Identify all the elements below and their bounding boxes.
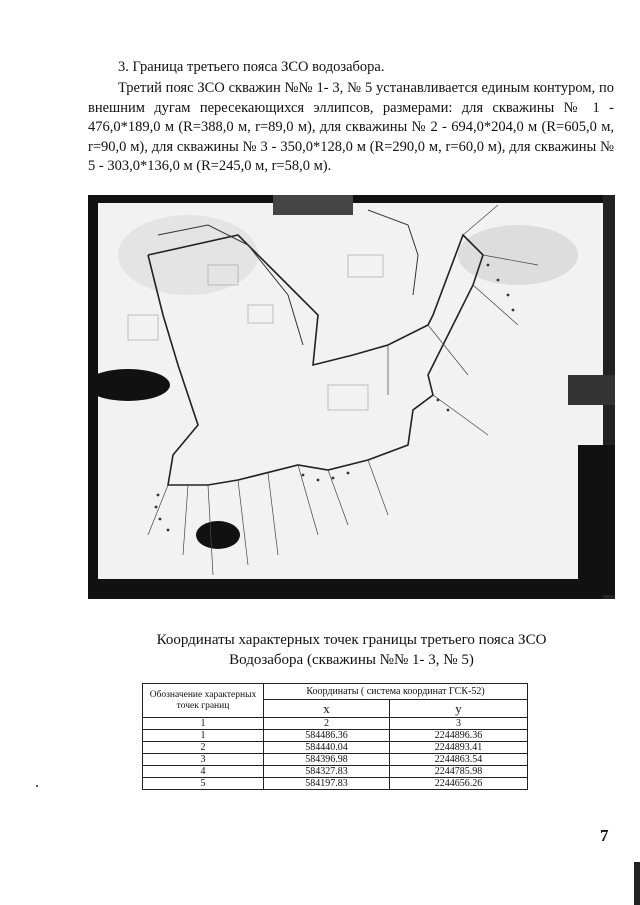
y-cell: 2244896.36 (389, 730, 527, 742)
coordinates-table (142, 683, 528, 790)
y-cell: 2244785.98 (389, 766, 527, 778)
page-number: 7 (600, 826, 609, 845)
point-cell: 2 (143, 742, 264, 754)
x-cell: 584197.83 (264, 778, 390, 790)
table-row (143, 730, 528, 742)
x-column-header: х (264, 700, 390, 718)
x-cell: 584396.98 (264, 754, 390, 766)
y-column-header: у (389, 700, 527, 718)
y-cell: 2244656.26 (389, 778, 527, 790)
section-paragraph: Третий пояс ЗСО скважин №№ 1- 3, № 5 устанавливается единым контуром, по внешним дугам пересекающихся эллипсов, размерами: для скважины № 1 - 476,0*189,0 м (R=388,0 м, r=89,0 м), для скважины № 2 - 694,0*204,0 м (R=605,0 м, r=90,0 м), для скважины № 3 - 350,0*128,0 м (R=290,0 м, r=60,0 м), для скважины № 5 - 303,0*136,0 м (R=245,0 м, r=58,0 м). (88, 80, 614, 174)
caption-line-1: Координаты характерных точек границы третьего пояса ЗСО (156, 632, 547, 648)
scan-edge-mark (634, 862, 640, 905)
y-cell: 2244863.54 (389, 754, 527, 766)
point-cell: 4 (143, 766, 264, 778)
y-cell: 2244893.41 (389, 742, 527, 754)
table-cell: 2 (264, 718, 390, 730)
caption-line-2: Водозабора (скважины №№ 1- 3, № 5) (229, 652, 474, 668)
point-cell: 3 (143, 754, 264, 766)
scan-speck (36, 785, 38, 787)
point-cell: 1 (143, 730, 264, 742)
table-index-row (143, 718, 528, 730)
table-row (143, 766, 528, 778)
site-map-drawing (88, 195, 615, 599)
section-heading: 3. Граница третьего пояса ЗСО водозабора. (118, 59, 385, 75)
points-column-header: Обозначение характерных точек границ (143, 684, 264, 718)
table-cell: 3 (389, 718, 527, 730)
table-row (143, 742, 528, 754)
table-row (143, 754, 528, 766)
x-cell: 584440.04 (264, 742, 390, 754)
x-cell: 584327.83 (264, 766, 390, 778)
coordinates-column-header: Координаты ( система координат ГСК-52) (264, 684, 528, 700)
table-header-row (143, 684, 528, 700)
x-cell: 584486.36 (264, 730, 390, 742)
site-map-image (88, 195, 615, 599)
table-caption (88, 630, 615, 670)
table-cell: 1 (143, 718, 264, 730)
point-cell: 5 (143, 778, 264, 790)
table-row (143, 778, 528, 790)
